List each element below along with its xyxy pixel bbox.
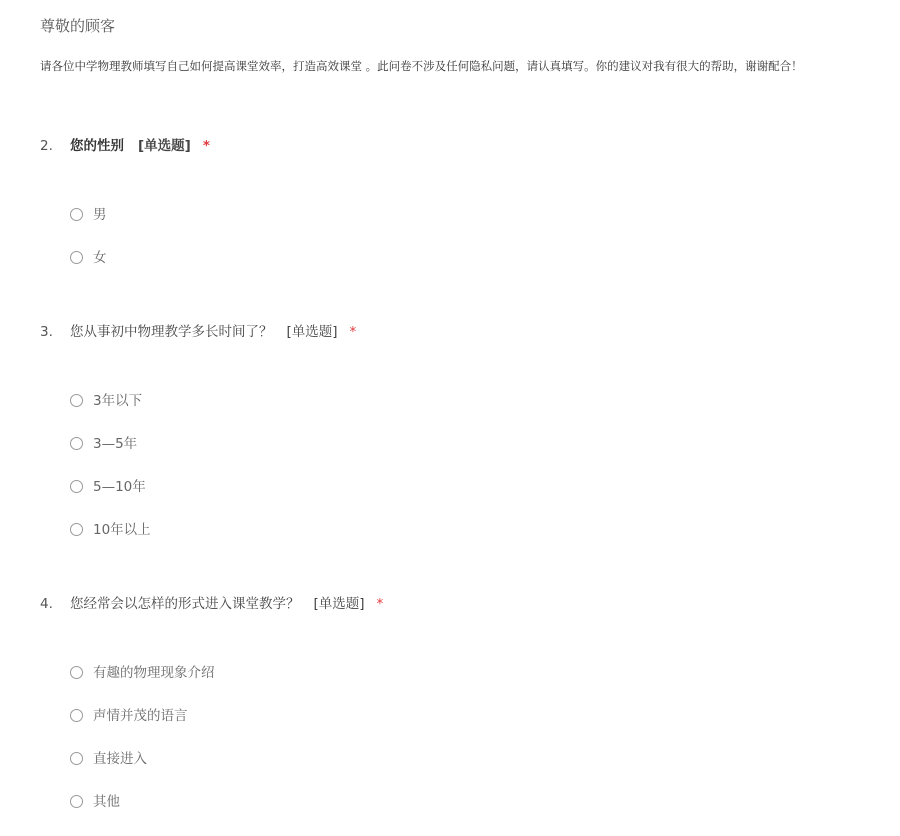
radio-button[interactable] xyxy=(70,208,83,221)
question-number: 2. xyxy=(40,138,53,154)
question-title xyxy=(40,322,860,342)
question-type: [单选题] xyxy=(286,324,338,340)
option-label: 其他 xyxy=(93,794,120,810)
question-text-wrapper xyxy=(70,594,383,614)
survey-intro: 请各位中学物理教师填写自己如何提高课堂效率，打造高效课堂 。此问卷不涉及任何隐私问题，请认真填写。你的建议对我有很大的帮助，谢谢配合！ xyxy=(40,59,803,73)
question-type: [单选题] xyxy=(313,596,365,612)
question-teaching-years xyxy=(40,322,860,538)
option-label: 5—10年 xyxy=(93,479,146,495)
radio-button[interactable] xyxy=(70,795,83,808)
required-mark: * xyxy=(202,138,210,154)
question-number: 3. xyxy=(40,324,53,340)
radio-button[interactable] xyxy=(70,437,83,450)
radio-button[interactable] xyxy=(70,709,83,722)
option-label: 女 xyxy=(93,250,107,266)
option-label: 男 xyxy=(93,207,107,223)
radio-button[interactable] xyxy=(70,251,83,264)
radio-button[interactable] xyxy=(70,394,83,407)
option-label: 声情并茂的语言 xyxy=(93,708,188,724)
question-type: [单选题] xyxy=(138,138,191,154)
required-mark: * xyxy=(349,324,357,340)
option-label: 10年以上 xyxy=(93,522,151,538)
question-text: 您从事初中物理教学多长时间了？ xyxy=(70,324,273,340)
question-text-wrapper xyxy=(70,322,356,342)
question-number: 4. xyxy=(40,596,53,612)
required-mark: * xyxy=(376,596,384,612)
greeting-heading: 尊敬的顾客 xyxy=(40,17,116,35)
option-label: 有趣的物理现象介绍 xyxy=(93,665,215,681)
question-text: 您的性别 xyxy=(70,138,124,154)
radio-button[interactable] xyxy=(70,480,83,493)
radio-button[interactable] xyxy=(70,523,83,536)
radio-button[interactable] xyxy=(70,752,83,765)
option-label: 直接进入 xyxy=(93,751,147,767)
question-text-wrapper xyxy=(70,136,210,156)
question-title xyxy=(40,594,860,614)
option-label: 3年以下 xyxy=(93,393,143,409)
question-gender xyxy=(40,136,860,266)
question-title xyxy=(40,136,860,156)
radio-button[interactable] xyxy=(70,666,83,679)
question-class-intro xyxy=(40,594,860,810)
question-text: 您经常会以怎样的形式进入课堂教学？ xyxy=(70,596,300,612)
option-label: 3—5年 xyxy=(93,436,138,452)
